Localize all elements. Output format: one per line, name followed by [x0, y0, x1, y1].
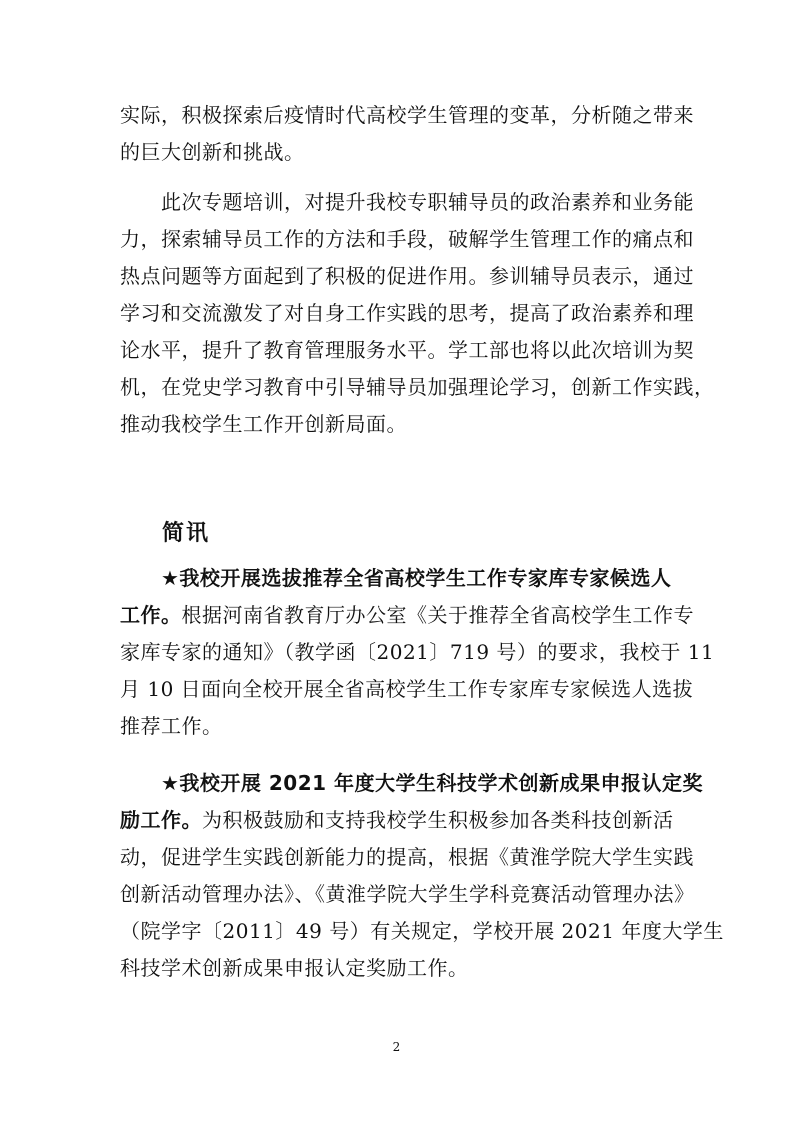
paragraph-line: 创新活动管理办法》、《黄淮学院大学生学科竞赛活动管理办法》 [120, 882, 695, 906]
paragraph-line: 的巨大创新和挑战。 [120, 140, 305, 164]
paragraph-line: 论水平，提升了教育管理服务水平。学工部也将以此次培训为契 [120, 338, 694, 362]
brief-item-1 [120, 560, 715, 745]
brief-title-end: 工作。 [120, 603, 182, 627]
paragraph-line [120, 802, 680, 839]
training-paragraph [120, 184, 715, 443]
brief-title: ★我校开展选拔推荐全省高校学生工作专家库专家候选人 [120, 566, 672, 590]
brief-item-2 [120, 765, 724, 987]
paragraph-line: 此次专题培训，对提升我校专职辅导员的政治素养和业务能 [120, 190, 694, 214]
paragraph-line: 动，促进学生实践创新能力的提高，根据《黄淮学院大学生实践 [120, 845, 694, 869]
paragraph-line: （院学字〔2011〕49 号）有关规定，学校开展 2021 年度大学生 [120, 919, 724, 943]
paragraph-line: 学习和交流激发了对自身工作实践的思考，提高了政治素养和理 [120, 301, 694, 325]
intro-paragraph [120, 97, 694, 171]
paragraph-line [120, 597, 694, 634]
brief-title-end: 励工作。 [120, 808, 202, 832]
paragraph-text: 为积极鼓励和支持我校学生积极参加各类科技创新活 [202, 808, 674, 832]
brief-title: ★我校开展 2021 年度大学生科技学术创新成果申报认定奖 [120, 771, 704, 795]
paragraph-line: 月 10 日面向全校开展全省高校学生工作专家库专家候选人选拔 [120, 677, 694, 701]
paragraph-line: 机，在党史学习教育中引导辅导员加强理论学习，创新工作实践， [120, 375, 715, 399]
paragraph-line: 推荐工作。 [120, 714, 223, 738]
paragraph-line: 力，探索辅导员工作的方法和手段，破解学生管理工作的痛点和 [120, 227, 694, 251]
paragraph-line: 推动我校学生工作开创新局面。 [120, 412, 407, 436]
paragraph-line: 家库专家的通知》（教学函〔2021〕719 号）的要求，我校于 11 [120, 640, 715, 664]
paragraph-line: 科技学术创新成果申报认定奖励工作。 [120, 956, 469, 980]
paragraph-line: 热点问题等方面起到了积极的促进作用。参训辅导员表示，通过 [120, 264, 694, 288]
paragraph-line: 实际，积极探索后疫情时代高校学生管理的变革，分析随之带来 [120, 103, 694, 127]
page-number: 2 [392, 1040, 401, 1054]
paragraph-text: 根据河南省教育厅办公室《关于推荐全省高校学生工作专 [181, 603, 694, 627]
briefs-heading: 简讯 [162, 520, 211, 546]
